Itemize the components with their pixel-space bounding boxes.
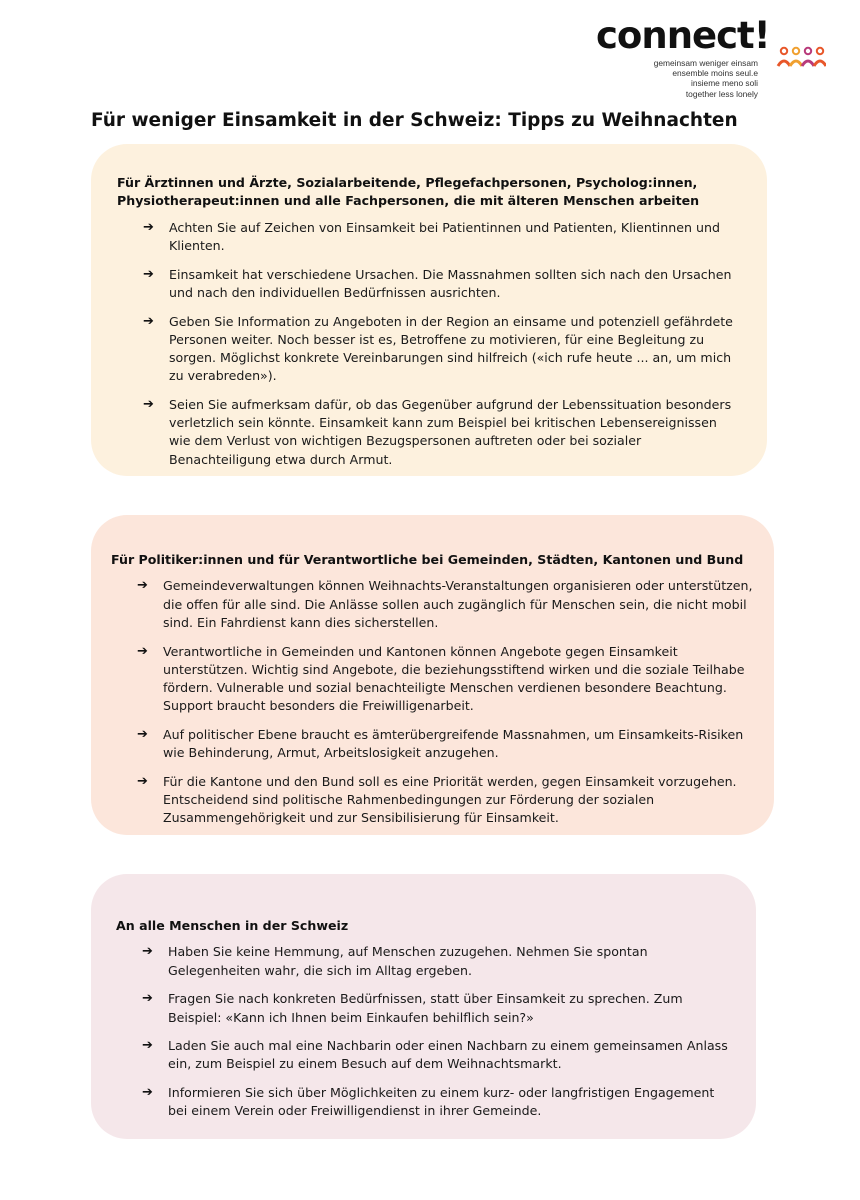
arrow-right-icon: ➔ (142, 1038, 153, 1054)
arrow-right-icon: ➔ (143, 396, 154, 412)
list-item-text: Informieren Sie sich über Möglichkeiten zu einem kurz- oder langfristigen Engagement bei einem Verein oder Freiwilligendienst in ihrer Gemeinde. (168, 1085, 715, 1119)
logo-wordmark: connect! (596, 14, 770, 57)
list-item-text: Für die Kantone und den Bund soll es eine Priorität werden, gegen Einsamkeit vorzugehen. Entscheidend sind politische Rahmenbedingungen zur Förderung der sozialen Zusammengehörigkeit und zur Sensibilisierung für Einsamkeit. (163, 773, 737, 826)
section-heading: Für Ärztinnen und Ärzte, Sozialarbeitende, Pflegefachpersonen, Psycholog:innen, Physiotherapeut:innen und alle Fachpersonen, die mit älteren Menschen arbeiten (117, 175, 700, 209)
list-item-text: Seien Sie aufmerksam dafür, ob das Gegenüber aufgrund der Lebenssituation besonders verletzlich sein könnte. Einsamkeit kann zum Beispiel bei kritischen Lebensereignissen wie dem Verlust von wichtigen Bezugspersonen auftreten oder bei sozialer Benachteiligung etwa durch Armut. (169, 396, 732, 467)
list-item-text: Laden Sie auch mal eine Nachbarin oder einen Nachbarn zu einem gemeinsamen Anlass ein, zum Beispiel zu einem Besuch auf dem Weihnachtsmarkt. (168, 1038, 728, 1072)
arrow-right-icon: ➔ (137, 643, 148, 659)
list-item (116, 1037, 732, 1073)
list-item (116, 990, 732, 1026)
list-item (111, 577, 754, 632)
list-item (111, 773, 754, 828)
list-item-text: Achten Sie auf Zeichen von Einsamkeit bei Patientinnen und Patienten, Klientinnen und Klienten. (169, 219, 720, 254)
list-item-text: Einsamkeit hat verschiedene Ursachen. Die Massnahmen sollten sich nach den Ursachen und nach den individuellen Bedürfnissen ausrichten. (169, 266, 732, 300)
list-item-text: Verantwortliche in Gemeinden und Kantonen können Angebote gegen Einsamkeit unterstützen. Wichtig sind Angebote, die beziehungsstiftend wirken und die soziale Teilhabe fördern. Vulnerable und sozial benachteiligte Menschen verdienen besondere Beachtung. Support braucht besonders die Freiwilligenarbeit. (163, 643, 745, 714)
list-item-text: Gemeindeverwaltungen können Weihnachts-Veranstaltungen organisieren oder unterstützen, die offen für alle sind. Die Anlässe sollen auch zugänglich für Menschen sein, die nicht mobil sind. Ein Fahrdienst kann dies sicherstellen. (163, 578, 753, 630)
tips-list (116, 943, 732, 1120)
arrow-right-icon: ➔ (142, 991, 153, 1007)
logo-tagline: ensemble moins seul.e (672, 68, 758, 79)
arrow-right-icon: ➔ (142, 944, 153, 960)
list-item (111, 643, 754, 716)
section-professionals (91, 144, 767, 476)
logo-taglines (648, 58, 758, 99)
list-item (116, 943, 732, 979)
arrow-right-icon: ➔ (137, 578, 148, 594)
page-title: Für weniger Einsamkeit in der Schweiz: Tipps zu Weihnachten (91, 110, 738, 131)
list-item (117, 219, 741, 255)
list-item (117, 313, 741, 386)
arrow-right-icon: ➔ (137, 773, 148, 789)
list-item (117, 266, 741, 302)
logo-tagline: gemeinsam weniger einsam (653, 58, 758, 68)
section-heading: An alle Menschen in der Schweiz (116, 918, 349, 933)
arrow-right-icon: ➔ (143, 313, 154, 329)
list-item (117, 396, 741, 469)
list-item (116, 1084, 732, 1120)
section-heading: Für Politiker:innen und für Verantwortliche bei Gemeinden, Städten, Kantonen und Bund (111, 552, 744, 567)
arrow-right-icon: ➔ (143, 266, 154, 282)
tips-list (117, 219, 741, 469)
list-item (111, 726, 754, 762)
list-item-text: Auf politischer Ebene braucht es ämterübergreifende Massnahmen, um Einsamkeits-Risiken wie Behinderung, Armut, Arbeitslosigkeit anzugehen. (163, 726, 744, 761)
section-politicians (91, 515, 774, 835)
list-item-text: Fragen Sie nach konkreten Bedürfnissen, statt über Einsamkeit zu sprechen. Zum Beispiel: «Kann ich Ihnen beim Einkaufen behilflich sein?» (168, 991, 683, 1025)
tips-list (111, 577, 754, 827)
arrow-right-icon: ➔ (142, 1085, 153, 1101)
list-item-text: Haben Sie keine Hemmung, auf Menschen zuzugehen. Nehmen Sie spontan Gelegenheiten wahr, die sich im Alltag ergeben. (168, 944, 648, 978)
arrow-right-icon: ➔ (143, 219, 154, 235)
logo-people-icon (776, 42, 826, 82)
logo-tagline: together less lonely (685, 88, 758, 99)
logo-tagline: insieme meno soli (690, 78, 758, 89)
arrow-right-icon: ➔ (137, 726, 148, 742)
section-everyone (91, 874, 756, 1139)
list-item-text: Geben Sie Information zu Angeboten in der Region an einsame und potenziell gefährdete Personen weiter. Noch besser ist es, Betroffene zu motivieren, für eine Begleitung zu sorgen. Möglichst konkrete Vereinbarungen sind hilfreich («ich rufe heute ... an, um mich zu verabreden»). (169, 313, 733, 384)
connect-logo (596, 14, 828, 104)
